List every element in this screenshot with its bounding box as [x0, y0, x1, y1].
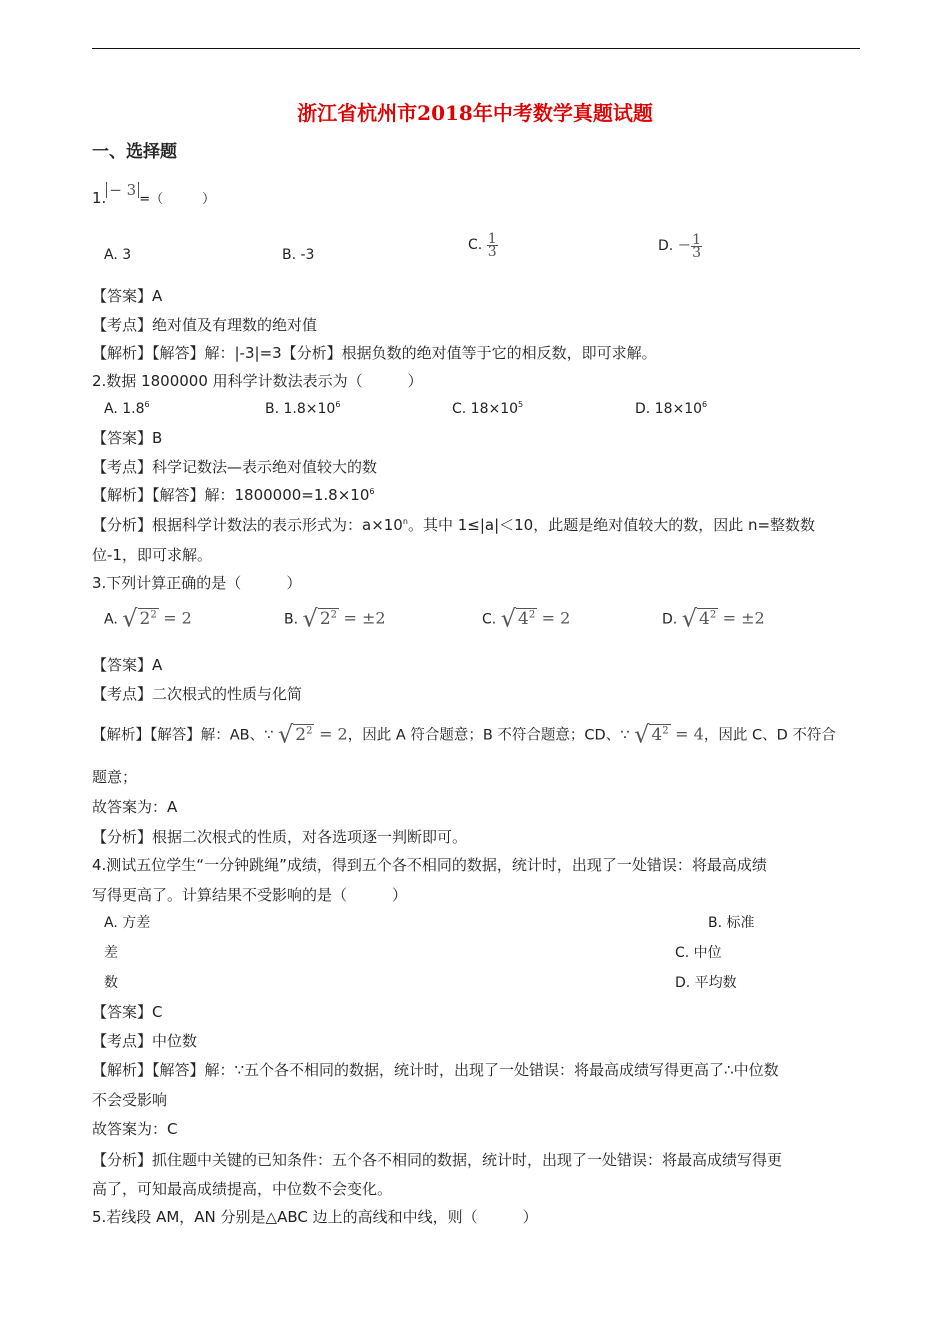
q3-option-a: A. √ $2^2 = 2$: [104, 600, 192, 635]
q4-option-a: A. 方差: [104, 915, 151, 931]
q4-option-b: B. 标准: [708, 915, 755, 931]
q1-option-d: D. − $\frac{1}{3}$: [658, 231, 702, 261]
q4-stem: 4.测试五位学生“一分钟跳绳”成绩，得到五个各不相同的数据，统计时，出现了一处错误：将最高成绩: [92, 856, 767, 874]
q3-option-d-radical: √ $4^2$: [681, 604, 717, 633]
q2-option-a: A. $1.8^6$: [104, 400, 150, 417]
q4-option-d: D. 平均数: [675, 975, 737, 991]
q3-option-a-radical: √ $2^2$: [122, 604, 157, 633]
section-heading: 一、选择题: [92, 142, 177, 162]
q3-option-d: D. √ $4^2 = \pm 2$: [662, 600, 765, 635]
q3-analysis-radical-1: √ $2^2$: [277, 720, 313, 749]
q4-answer: 【答案】C: [92, 1003, 163, 1021]
q1-option-d-fraction: $\frac{1}{3}$: [692, 231, 702, 261]
q3-analysis-radical-2: √ $4^2$: [634, 720, 669, 749]
q2-stem: 2.数据 1800000 用科学计数法表示为（ ）: [92, 372, 423, 390]
q1-point: 【考点】绝对值及有理数的绝对值: [92, 316, 318, 334]
q3-option-c-radical: √ $4^2$: [500, 604, 536, 633]
q3-option-b-radical: √ $2^2$: [302, 604, 338, 633]
q3-option-c: C. √ $4^2 = 2$: [482, 600, 570, 635]
q1-option-c-fraction: $\frac{1}{3}$: [487, 230, 497, 260]
q1-stem: 1. − 3=（ ）: [92, 181, 216, 207]
top-rule: [92, 48, 860, 49]
q3-point: 【考点】二次根式的性质与化简: [92, 685, 303, 703]
q3-analysis-continued: 题意；: [92, 768, 138, 786]
q1-abs-expression: − 3: [106, 182, 139, 198]
q2-point: 【考点】科学记数法—表示绝对值较大的数: [92, 458, 378, 476]
q4-final-answer: 故答案为：C: [92, 1120, 178, 1138]
page-title: 浙江省杭州市2018年中考数学真题试题: [297, 101, 653, 125]
q3-analysis: 【解析】【解答】解：AB、∵ √ $2^2 = 2$，因此 A 符合题意；B 不符合题意；CD、∵ √ $4^2 = 4$，因此 C、D 不符合: [92, 716, 836, 751]
q1-option-a: A. 3: [104, 247, 132, 263]
q2-answer: 【答案】B: [92, 429, 163, 447]
q4-point: 【考点】中位数: [92, 1032, 198, 1050]
q3-answer: 【答案】A: [92, 656, 163, 674]
q3-option-b: B. √ $2^2 = \pm 2$: [284, 600, 386, 635]
q1-analysis: 【解析】【解答】解：|-3|=3【分析】根据负数的绝对值等于它的相反数，即可求解。: [92, 344, 657, 362]
q3-final-answer: 故答案为：A: [92, 798, 178, 816]
q4-option-b-wrap: 数: [104, 975, 118, 991]
q4-fenxi: 【分析】抓住题中关键的已知条件：五个各不相同的数据，统计时，出现了一处错误：将最高成绩写得更: [92, 1151, 783, 1169]
q4-option-a-wrap: 差: [104, 945, 118, 961]
q2-option-c: C. $18\times 10^5$: [452, 400, 524, 417]
q2-option-d: D. $18\times 10^6$: [635, 400, 708, 417]
q1-option-c: C. $\frac{1}{3}$: [468, 230, 497, 260]
q4-analysis: 【解析】【解答】解：∵五个各不相同的数据，统计时，出现了一处错误：将最高成绩写得更高了∴中位数: [92, 1061, 779, 1079]
q3-fenxi: 【分析】根据二次根式的性质，对各选项逐一判断即可。: [92, 828, 468, 846]
q1-option-b: B. -3: [282, 247, 315, 263]
q2-fenxi-continued: 位-1，即可求解。: [92, 546, 212, 564]
q5-stem: 5.若线段 AM，AN 分别是△ABC 边上的高线和中线，则（ ）: [92, 1208, 538, 1226]
q4-analysis-continued: 不会受影响: [92, 1091, 168, 1109]
q2-analysis: 【解析】【解答】解：$1800000=1.8\times 10^6$: [92, 486, 375, 504]
q4-option-c: C. 中位: [675, 945, 722, 961]
q4-stem-continued: 写得更高了。计算结果不受影响的是（ ）: [92, 886, 408, 904]
q2-option-b: B. $1.8\times 10^6$: [265, 400, 341, 417]
q4-fenxi-continued: 高了，可知最高成绩提高，中位数不会变化。: [92, 1180, 393, 1198]
q2-fenxi: 【分析】根据科学计数法的表示形式为：$a\times 10^n$。其中 1≤|a|＜10，此题是绝对值较大的数，因此 n=整数数: [92, 516, 816, 534]
q1-answer: 【答案】A: [92, 287, 163, 305]
q3-stem: 3.下列计算正确的是（ ）: [92, 574, 302, 592]
